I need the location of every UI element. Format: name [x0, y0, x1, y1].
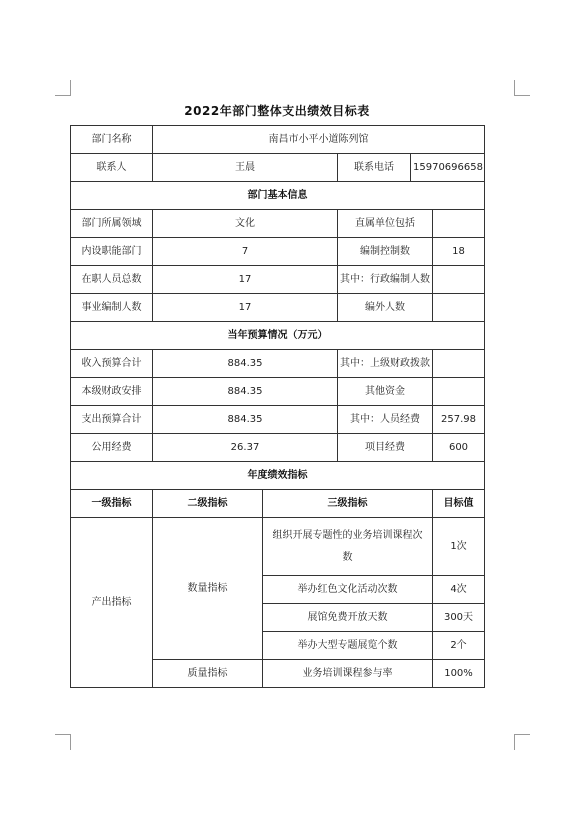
performance-target-table	[70, 125, 485, 688]
inner-dept-value: 7	[153, 238, 338, 266]
income-value: 884.35	[153, 350, 338, 378]
indicator-text: 业务培训课程参与率	[263, 660, 433, 688]
other-funds-value	[433, 378, 485, 406]
crop-mark-top-left	[55, 95, 71, 96]
sub-units-label: 直属单位包括	[338, 210, 433, 238]
table-row	[71, 434, 485, 462]
col-header-level2: 二级指标	[153, 490, 263, 518]
table-row	[71, 210, 485, 238]
project-funds-label: 项目经费	[338, 434, 433, 462]
phone-value: 15970696658	[411, 154, 485, 182]
section-row	[71, 462, 485, 490]
extra-staff-label: 编外人数	[338, 294, 433, 322]
level2-quantity: 数量指标	[153, 518, 263, 660]
field-value: 文化	[153, 210, 338, 238]
table-row	[71, 266, 485, 294]
col-header-target: 目标值	[433, 490, 485, 518]
extra-staff-value	[433, 294, 485, 322]
section-heading-basic-info: 部门基本信息	[71, 182, 485, 210]
expense-value: 884.35	[153, 406, 338, 434]
field-label: 部门所属领域	[71, 210, 153, 238]
phone-label: 联系电话	[338, 154, 411, 182]
personnel-value: 257.98	[433, 406, 485, 434]
crop-mark-bottom-left	[55, 734, 71, 735]
table-row	[71, 294, 485, 322]
quota-label: 编制控制数	[338, 238, 433, 266]
quota-value: 18	[433, 238, 485, 266]
indicator-target: 1次	[433, 518, 485, 576]
col-header-level3: 三级指标	[263, 490, 433, 518]
crop-mark-bottom-right	[514, 734, 530, 735]
section-row	[71, 322, 485, 350]
crop-mark-bottom-right	[514, 734, 515, 750]
upper-grant-label: 其中：上级财政拨款	[338, 350, 433, 378]
table-row	[71, 154, 485, 182]
career-staff-value: 17	[153, 294, 338, 322]
project-funds-value: 600	[433, 434, 485, 462]
crop-mark-top-right	[514, 95, 530, 96]
upper-grant-value	[433, 350, 485, 378]
public-funds-label: 公用经费	[71, 434, 153, 462]
indicator-target: 4次	[433, 576, 485, 604]
admin-staff-label: 其中：行政编制人数	[338, 266, 433, 294]
local-finance-label: 本级财政安排	[71, 378, 153, 406]
expense-label: 支出预算合计	[71, 406, 153, 434]
indicator-text: 举办红色文化活动次数	[263, 576, 433, 604]
col-header-level1: 一级指标	[71, 490, 153, 518]
document-title: 2022年部门整体支出绩效目标表	[184, 104, 370, 118]
other-funds-label: 其他资金	[338, 378, 433, 406]
inner-dept-label: 内设职能部门	[71, 238, 153, 266]
public-funds-value: 26.37	[153, 434, 338, 462]
local-finance-value: 884.35	[153, 378, 338, 406]
dept-name-value: 南昌市小平小道陈列馆	[153, 126, 485, 154]
table-row	[71, 126, 485, 154]
section-heading-performance: 年度绩效指标	[71, 462, 485, 490]
sub-units-value	[433, 210, 485, 238]
table-row	[71, 406, 485, 434]
section-row	[71, 182, 485, 210]
income-label: 收入预算合计	[71, 350, 153, 378]
indicator-text: 举办大型专题展览个数	[263, 632, 433, 660]
table-row	[71, 518, 485, 576]
staff-total-label: 在职人员总数	[71, 266, 153, 294]
table-row	[71, 238, 485, 266]
indicator-text: 组织开展专题性的业务培训课程次数	[263, 518, 433, 576]
crop-mark-top-right	[514, 80, 515, 96]
contact-value: 王晨	[153, 154, 338, 182]
personnel-label: 其中：人员经费	[338, 406, 433, 434]
career-staff-label: 事业编制人数	[71, 294, 153, 322]
indicator-target: 2个	[433, 632, 485, 660]
crop-mark-bottom-left	[70, 734, 71, 750]
table-row	[71, 350, 485, 378]
indicator-target: 100%	[433, 660, 485, 688]
staff-total-value: 17	[153, 266, 338, 294]
indicator-text: 展馆免费开放天数	[263, 604, 433, 632]
section-heading-budget: 当年预算情况（万元）	[71, 322, 485, 350]
crop-mark-top-left	[70, 80, 71, 96]
dept-name-label: 部门名称	[71, 126, 153, 154]
table-row	[71, 378, 485, 406]
contact-label: 联系人	[71, 154, 153, 182]
level1-output: 产出指标	[71, 518, 153, 688]
indicator-target: 300天	[433, 604, 485, 632]
admin-staff-value	[433, 266, 485, 294]
level2-quality: 质量指标	[153, 660, 263, 688]
header-row	[71, 490, 485, 518]
